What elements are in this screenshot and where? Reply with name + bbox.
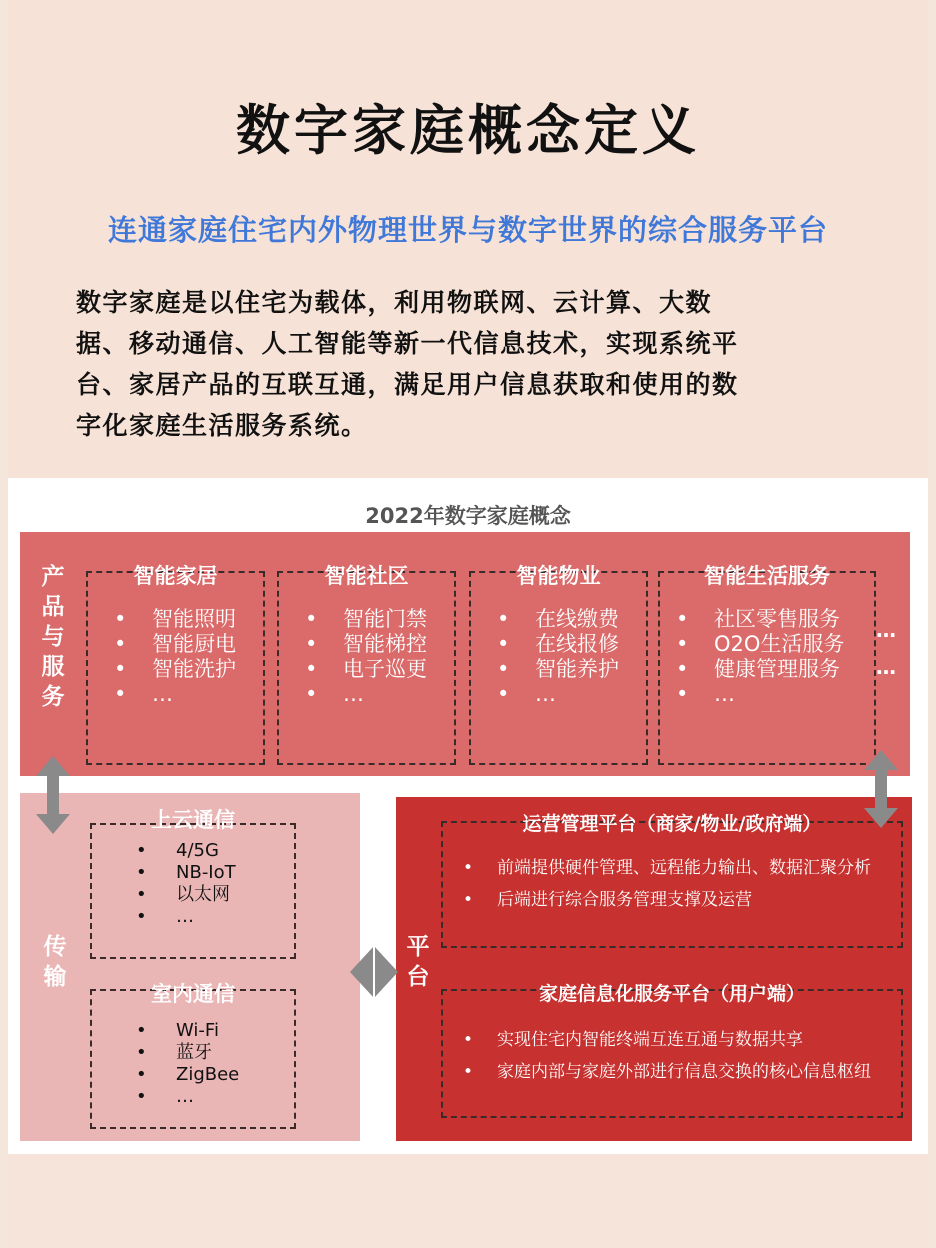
bullet-icon: • [114,632,127,656]
list-item-text: ZigBee [176,1064,240,1085]
list-item [469,682,619,707]
bullet-icon: • [136,1020,147,1041]
double-arrow-vertical-icon [36,756,70,834]
platform-box-title: 家庭信息化服务平台（用户端） [538,983,805,1005]
bullet-icon: • [497,607,510,631]
list-item-text: 前端提供硬件管理、远程能力输出、数据汇聚分析 [497,858,871,878]
bullet-icon: • [136,1042,147,1063]
product-list [648,607,844,707]
bullet-icon: • [463,890,474,910]
label-char: 与 [41,624,65,650]
list-item [90,884,236,906]
page-subtitle: 连通家庭住宅内外物理世界与数字世界的综合服务平台 [107,213,828,247]
list-item-text: 在线报修 [535,632,619,656]
bullet-icon: • [136,840,147,861]
bullet-icon: • [463,858,474,878]
list-item-text: 智能厨电 [152,632,236,656]
list-item-text: 健康管理服务 [714,657,840,681]
list-item-text: … [176,1086,194,1107]
transmission-list [90,840,236,928]
definition-line: 数字家庭是以住宅为载体，利用物联网、云计算、大数 [76,288,713,317]
list-item [648,682,844,707]
list-item-text: … [714,682,735,706]
list-item [441,884,871,916]
bullet-icon: • [305,657,318,681]
platform-box-title: 运营管理平台（商家/物业/政府端） [522,813,822,835]
transmission-box-title: 室内通信 [151,982,235,1006]
bullet-icon: • [463,1062,474,1082]
list-item [90,1020,239,1042]
bullet-icon: • [136,884,147,905]
list-item [86,657,236,682]
product-box-title: 智能生活服务 [704,564,830,588]
definition-line: 台、家居产品的互联互通，满足用户信息获取和使用的数 [76,370,739,399]
list-item-text: 实现住宅内智能终端互连互通与数据共享 [497,1030,803,1050]
list-item [90,862,236,884]
bullet-icon: • [305,682,318,706]
list-item-text: 社区零售服务 [714,607,840,631]
list-item [277,657,427,682]
bullet-icon: • [463,1030,474,1050]
bullet-icon: • [136,862,147,883]
list-item-text: O2O生活服务 [714,632,845,656]
list-item [277,607,427,632]
list-item-text: 家庭内部与家庭外部进行信息交换的核心信息枢纽 [497,1062,871,1082]
bullet-icon: • [676,657,689,681]
list-item-text: 4/5G [176,840,219,861]
bullet-icon: • [676,607,689,631]
platform-list [441,852,871,916]
product-list [469,607,619,707]
label-char: 产 [41,564,65,590]
bullet-icon: • [114,657,127,681]
bullet-icon: • [114,682,127,706]
bullet-icon: • [305,632,318,656]
product-list [277,607,427,707]
more-ellipsis: … [876,618,898,642]
list-item [86,607,236,632]
list-item-text: 以太网 [176,884,230,905]
bullet-icon: • [114,607,127,631]
bullet-icon: • [676,682,689,706]
product-box-title: 智能社区 [324,564,409,588]
list-item-text: 电子巡更 [343,657,427,681]
list-item [86,682,236,707]
list-item-text: 智能梯控 [343,632,427,656]
more-ellipsis: … [876,655,898,679]
bullet-icon: • [497,657,510,681]
label-char: 输 [43,964,67,990]
bullet-icon: • [497,632,510,656]
label-char: 服 [41,654,65,680]
list-item [469,657,619,682]
definition-paragraph [76,282,866,446]
list-item-text: NB-IoT [176,862,236,883]
label-char: 平 [406,934,430,960]
bullet-icon: • [676,632,689,656]
definition-line: 字化家庭生活服务系统。 [76,411,368,440]
list-item-text: 智能养护 [535,657,619,681]
list-item-text: … [535,682,556,706]
list-item-text: … [176,906,194,927]
products-services-label [38,562,68,712]
transmission-list [90,1020,239,1108]
list-item [90,840,236,862]
list-item-text: 后端进行综合服务管理支撑及运营 [497,890,752,910]
list-item [86,632,236,657]
list-item-text: 在线缴费 [535,607,619,631]
list-item [441,1024,871,1056]
list-item [277,682,427,707]
list-item [441,1056,871,1088]
product-box-title: 智能物业 [516,564,601,588]
bullet-icon: • [136,1064,147,1085]
label-char: 台 [406,964,430,990]
bottom-strip [8,1154,928,1248]
page-title: 数字家庭概念定义 [236,99,700,162]
list-item-text: 智能洗护 [152,657,236,681]
list-item [648,632,844,657]
bullet-icon: • [305,607,318,631]
list-item-text: 智能照明 [152,607,236,631]
transmission-box-title: 上云通信 [151,808,235,832]
platform-label [403,932,433,992]
list-item-text: … [343,682,364,706]
product-box-title: 智能家居 [133,564,218,588]
list-item-text: 智能门禁 [343,607,427,631]
bullet-icon: • [497,682,510,706]
list-item [441,852,871,884]
diagram-title: 2022年数字家庭概念 [365,504,571,528]
label-char: 务 [41,684,65,710]
bullet-icon: • [136,906,147,927]
label-char: 品 [41,594,65,620]
list-item [469,632,619,657]
list-item-text: 蓝牙 [176,1042,212,1063]
list-item [90,1042,239,1064]
bullet-icon: • [136,1086,147,1107]
list-item [648,607,844,632]
platform-list [441,1024,871,1088]
list-item [90,906,236,928]
product-list [86,607,236,707]
list-item [90,1086,239,1108]
label-char: 传 [43,934,67,960]
definition-line: 据、移动通信、人工智能等新一代信息技术，实现系统平 [76,329,739,358]
list-item [90,1064,239,1086]
list-item [648,657,844,682]
list-item [277,632,427,657]
list-item-text: … [152,682,173,706]
transmission-label [40,932,70,992]
list-item [469,607,619,632]
list-item-text: Wi-Fi [176,1020,219,1041]
double-arrow-horizontal-icon [350,946,398,998]
double-arrow-vertical-icon [864,750,898,828]
